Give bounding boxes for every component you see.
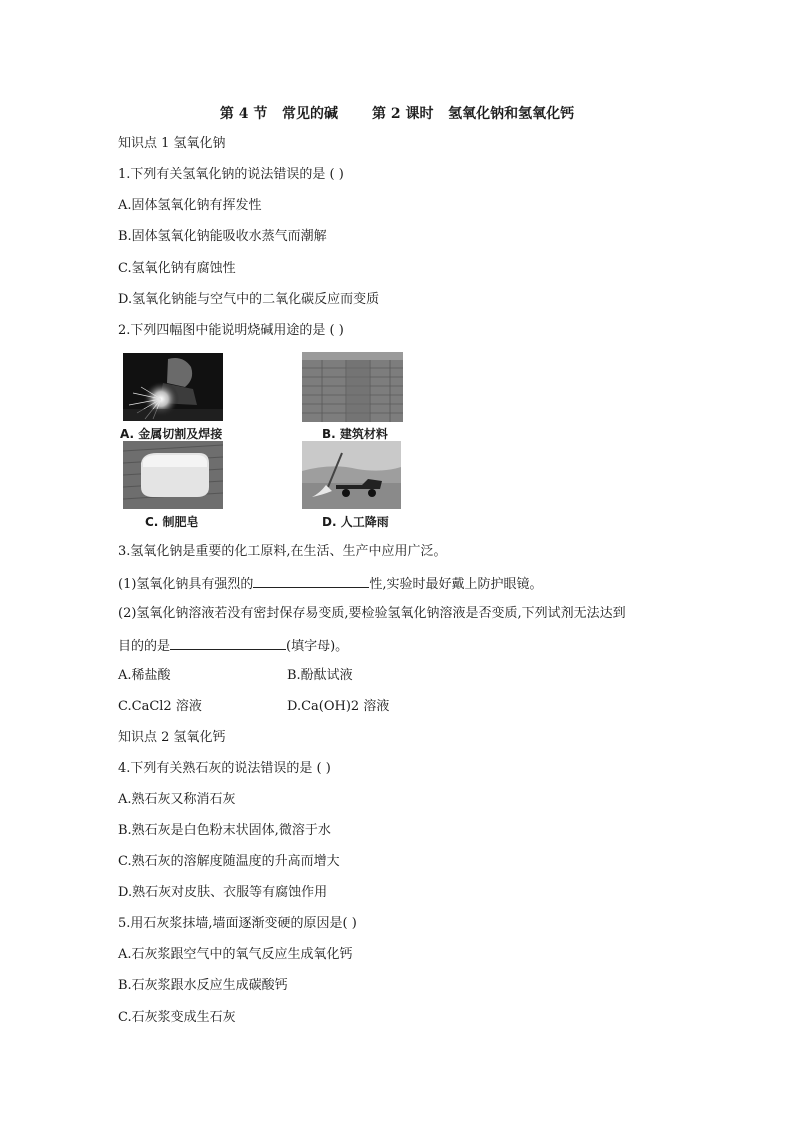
question-5-stem: 5.用石灰浆抹墙,墙面逐渐变硬的原因是( ) (118, 916, 357, 931)
q5-option-c: C.石灰浆变成生石灰 (118, 1010, 236, 1025)
q5-option-a: A.石灰浆跟空气中的氧气反应生成氧化钙 (118, 947, 353, 962)
caption-d: D. 人工降雨 (322, 515, 389, 529)
q4-option-c: C.熟石灰的溶解度随温度的升高而增大 (118, 854, 340, 869)
welding-image (123, 353, 223, 421)
q3-part-2-line-2 (118, 637, 348, 655)
q4-option-d: D.熟石灰对皮肤、衣服等有腐蚀作用 (118, 885, 328, 900)
q3-part-1 (118, 575, 543, 593)
q3-option-b: B.酚酞试液 (287, 668, 353, 683)
q3-part-2-suffix: (填字母)。 (286, 639, 349, 654)
caption-c: C. 制肥皂 (145, 515, 199, 529)
question-3-stem: 3.氢氧化钠是重要的化工原料,在生活、生产中应用广泛。 (118, 544, 447, 559)
section-heading-2: 知识点 2 氢氧化钙 (118, 730, 226, 745)
q3-option-d: D.Ca(OH)2 溶液 (287, 699, 390, 714)
q1-option-b: B.固体氢氧化钠能吸收水蒸气而潮解 (118, 229, 327, 244)
q4-option-a: A.熟石灰又称消石灰 (118, 792, 236, 807)
question-2-stem: 2.下列四幅图中能说明烧碱用途的是 ( ) (118, 323, 344, 338)
q1-option-c: C.氢氧化钠有腐蚀性 (118, 261, 236, 276)
q4-option-b: B.熟石灰是白色粉末状固体,微溶于水 (118, 823, 331, 838)
page-title: 第 4 节 常见的碱 第 2 课时 氢氧化钠和氢氧化钙 (219, 106, 575, 122)
rocket-launch-image (302, 441, 401, 509)
q3-part-2-prefix: 目的的是 (118, 639, 171, 654)
question-4-stem: 4.下列有关熟石灰的说法错误的是 ( ) (118, 761, 331, 776)
q3-part-1-suffix: 性,实验时最好戴上防护眼镜。 (369, 577, 543, 592)
q5-option-b: B.石灰浆跟水反应生成碳酸钙 (118, 978, 288, 993)
q3-part-1-prefix: (1)氢氧化钠具有强烈的 (118, 577, 254, 592)
q3-part-2-line-1: (2)氢氧化钠溶液若没有密封保存易变质,要检验氢氧化钠溶液是否变质,下列试剂无法达到 (118, 606, 626, 621)
question-1-stem: 1.下列有关氢氧化钠的说法错误的是 ( ) (118, 167, 344, 182)
bricks-image (302, 352, 403, 422)
q3-option-a: A.稀盐酸 (118, 668, 171, 683)
soap-image (123, 441, 223, 509)
answer-blank-2[interactable] (170, 637, 286, 650)
q1-option-d: D.氢氧化钠能与空气中的二氧化碳反应而变质 (118, 292, 380, 307)
answer-blank-1[interactable] (253, 575, 369, 588)
q1-option-a: A.固体氢氧化钠有挥发性 (118, 198, 262, 213)
caption-b: B. 建筑材料 (322, 427, 388, 441)
section-heading-1: 知识点 1 氢氧化钠 (118, 136, 226, 151)
q3-option-c: C.CaCl2 溶液 (118, 699, 202, 714)
caption-a: A. 金属切割及焊接 (120, 427, 223, 441)
